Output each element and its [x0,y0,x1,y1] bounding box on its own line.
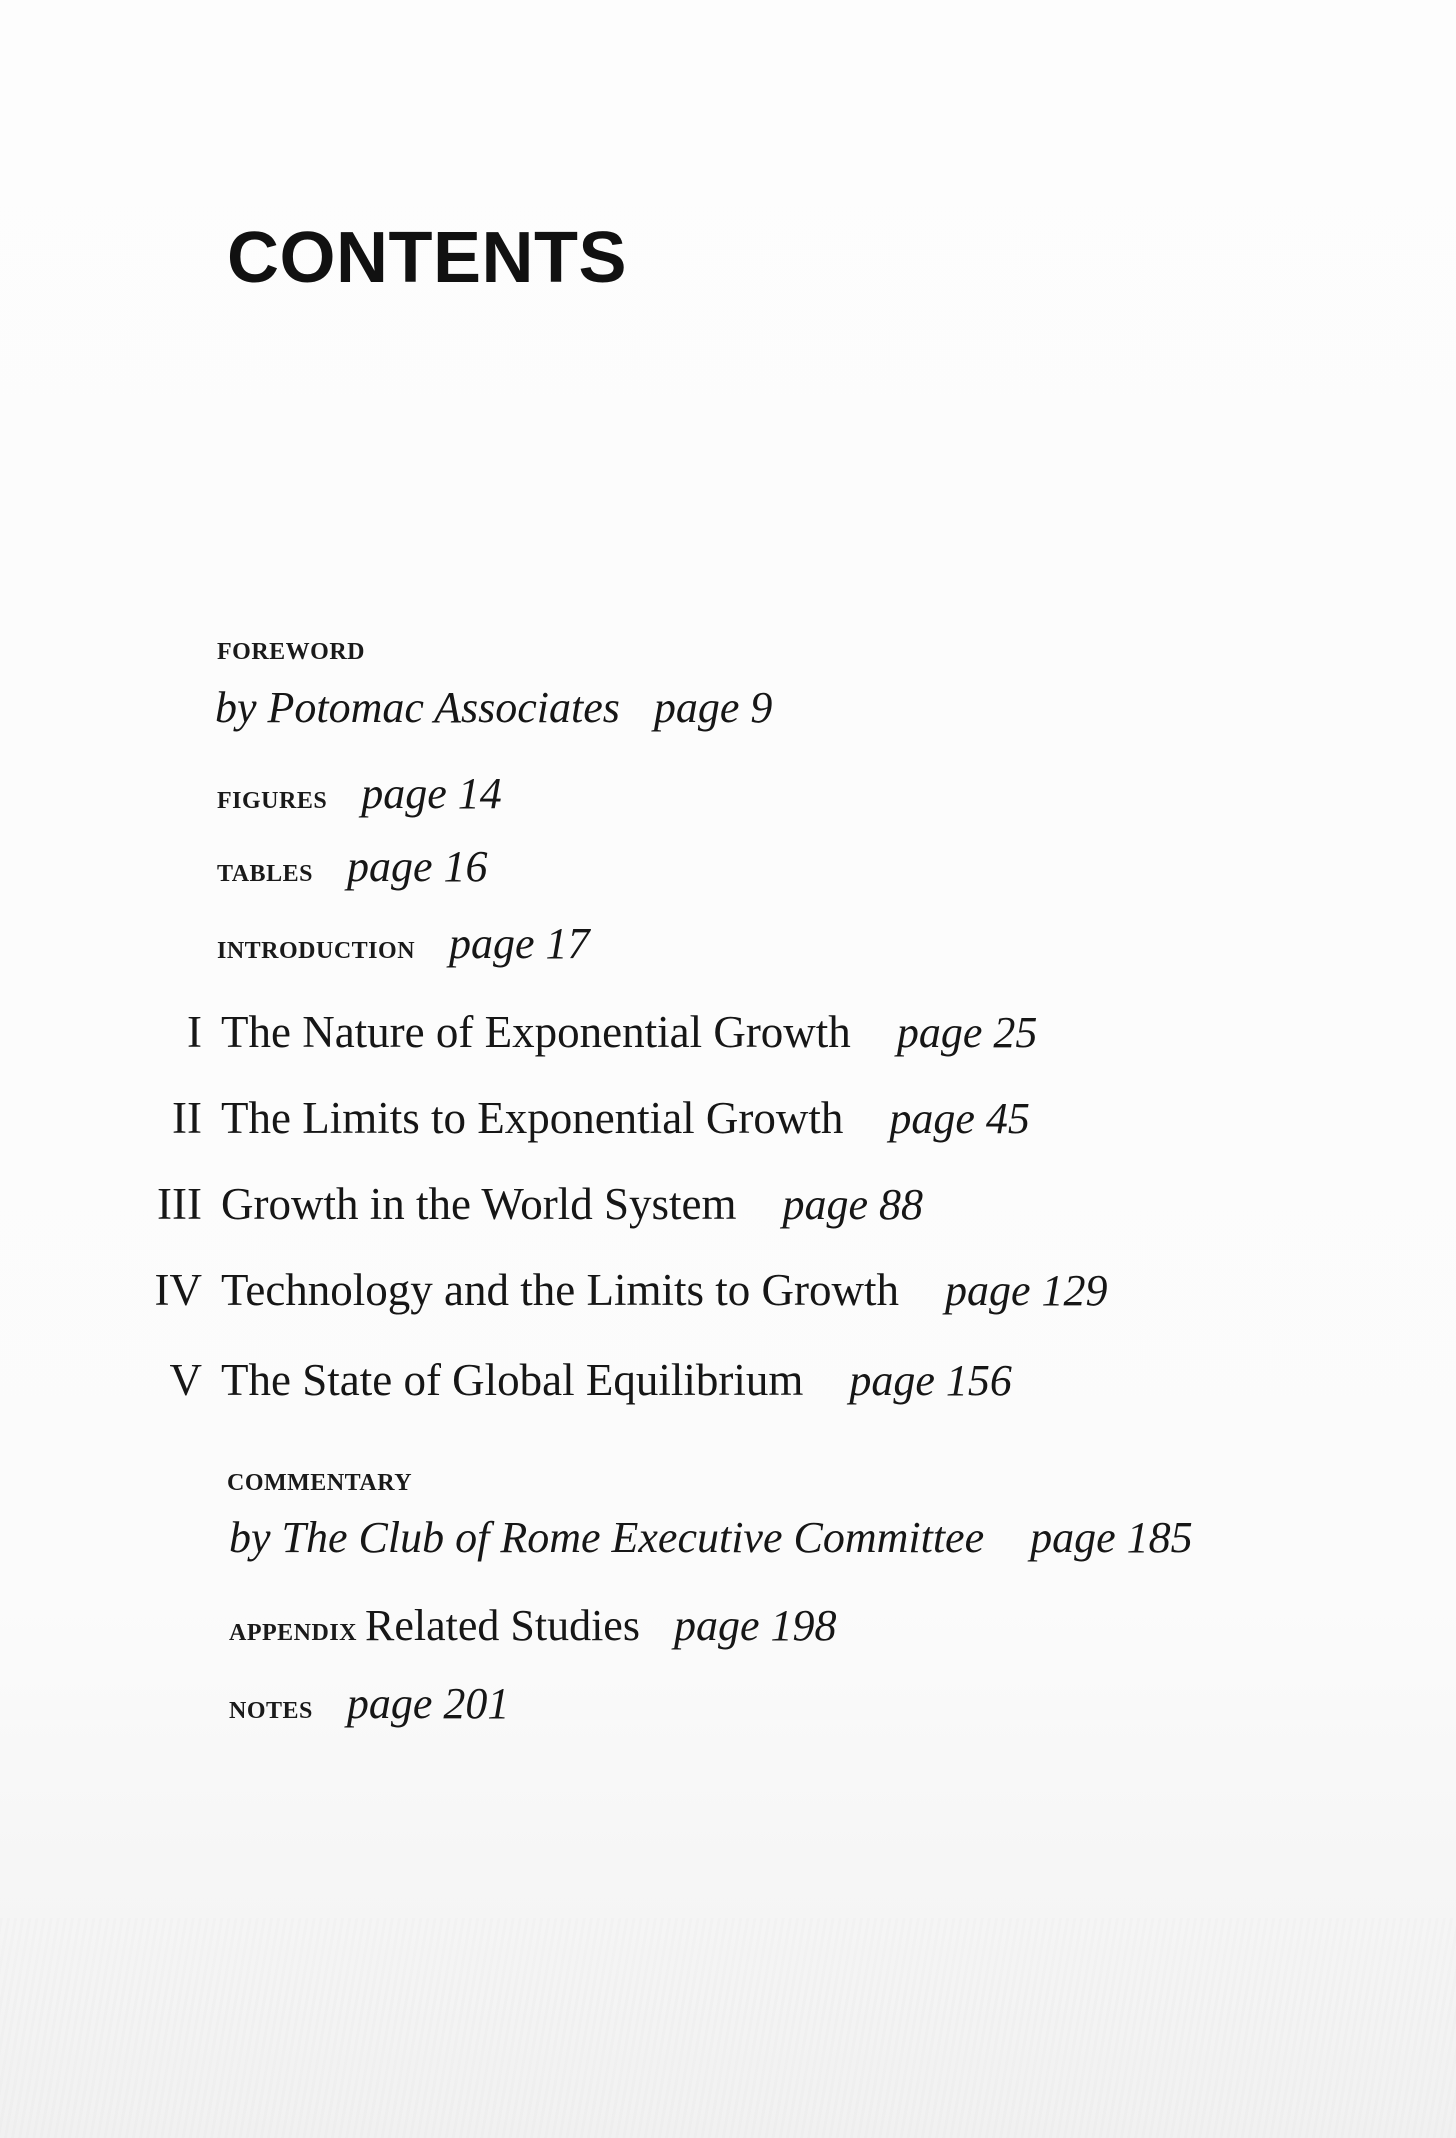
chapter-2-title: The Limits to Exponential Growth [221,1093,844,1143]
figures-page: page 14 [361,769,502,818]
introduction-label: introduction [217,929,416,966]
chapter-3-page: page 88 [782,1180,924,1229]
appendix-label: appendix [229,1611,357,1648]
chapter-5-page: page 156 [849,1356,1012,1405]
commentary-byline: by The Club of Rome Executive Committee [229,1513,985,1562]
chapter-4-numeral: IV [154,1265,202,1315]
tables-label: tables [217,852,313,889]
notes-entry [229,1679,510,1728]
foreword-entry [215,683,773,732]
figures-label: figures [217,779,328,816]
chapter-1-numeral: I [187,1007,202,1057]
chapter-2-numeral: II [172,1093,202,1143]
chapter-4-title: Technology and the Limits to Growth [221,1265,899,1315]
commentary-label: commentary [227,1461,413,1498]
page-title: CONTENTS [227,218,627,298]
chapter-3-numeral: III [157,1179,202,1229]
chapter-5-numeral: V [169,1355,202,1405]
chapter-3-title: Growth in the World System [221,1179,737,1229]
figures-entry [217,769,502,818]
foreword-byline: by Potomac Associates [215,683,620,732]
tables-entry [217,842,488,891]
chapter-5-title: The State of Global Equilibrium [221,1355,804,1405]
appendix-text: Related Studies [365,1601,640,1650]
chapter-1-page: page 25 [896,1008,1038,1057]
chapter-2-page: page 45 [889,1094,1030,1143]
commentary-page: page 185 [1030,1513,1193,1562]
chapter-1-title: The Nature of Exponential Growth [221,1007,851,1057]
commentary-entry [229,1513,1193,1562]
foreword-label: foreword [217,630,365,667]
paper-texture [0,1918,1456,2138]
foreword-page: page 9 [653,683,773,732]
tables-page: page 16 [346,842,488,891]
introduction-page: page 17 [449,919,590,968]
notes-page: page 201 [346,1679,510,1728]
appendix-page: page 198 [673,1601,837,1650]
introduction-entry [217,919,590,968]
appendix-entry [229,1601,837,1650]
notes-label: notes [229,1689,313,1726]
chapter-4-page: page 129 [945,1266,1108,1315]
